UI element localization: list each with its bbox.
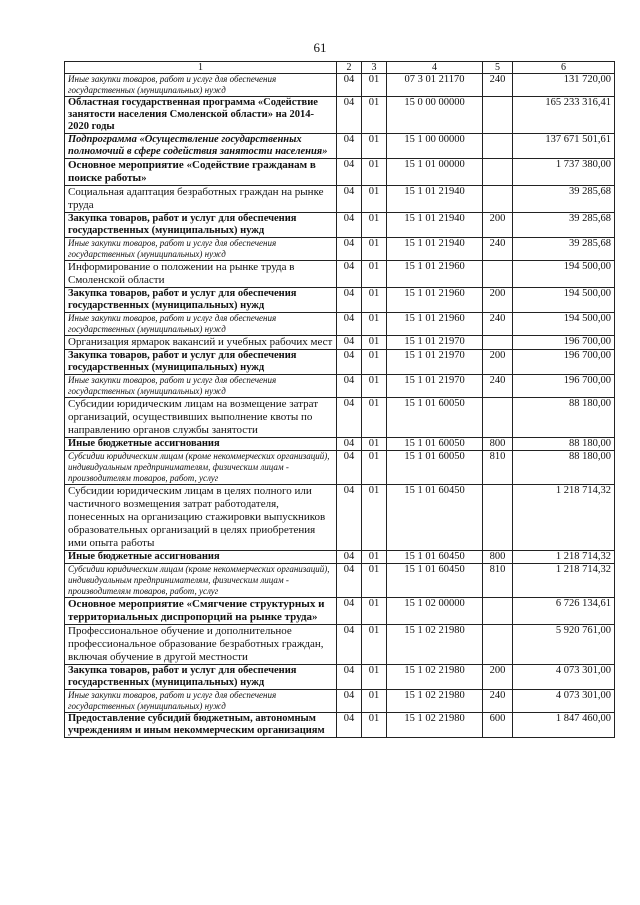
row-section-code: 04 xyxy=(337,186,362,213)
row-subsection-code: 01 xyxy=(362,451,387,485)
column-header-6: 6 xyxy=(513,62,615,74)
row-section-code: 04 xyxy=(337,551,362,564)
row-name: Предоставление субсидий бюджетным, автономным учреждениям и иным некоммерческим организациям xyxy=(65,713,337,738)
table-row xyxy=(65,451,615,485)
row-expense-type xyxy=(483,159,513,186)
row-amount: 194 500,00 xyxy=(513,261,615,288)
row-expense-type: 240 xyxy=(483,74,513,97)
row-subsection-code: 01 xyxy=(362,213,387,238)
row-expense-type xyxy=(483,134,513,159)
row-subsection-code: 01 xyxy=(362,485,387,551)
row-subsection-code: 01 xyxy=(362,74,387,97)
table-row xyxy=(65,134,615,159)
row-section-code: 04 xyxy=(337,336,362,350)
row-subsection-code: 01 xyxy=(362,336,387,350)
row-target-article: 15 1 01 60450 xyxy=(387,564,483,598)
row-section-code: 04 xyxy=(337,564,362,598)
row-target-article: 15 1 01 00000 xyxy=(387,159,483,186)
table-row xyxy=(65,438,615,451)
row-name: Иные бюджетные ассигнования xyxy=(65,438,337,451)
row-name: Иные бюджетные ассигнования xyxy=(65,551,337,564)
row-section-code: 04 xyxy=(337,159,362,186)
row-expense-type xyxy=(483,97,513,134)
row-name: Областная государственная программа «Содействие занятости населения Смоленской области» на 2014-2020 годы xyxy=(65,97,337,134)
row-section-code: 04 xyxy=(337,665,362,690)
row-name: Закупка товаров, работ и услуг для обеспечения государственных (муниципальных) нужд xyxy=(65,665,337,690)
row-name: Субсидии юридическим лицам в целях полного или частичного возмещения затрат работодателя, понесенных на организацию стажировки выпускников образовательных организаций в целях приобретения ими опыта работы xyxy=(65,485,337,551)
row-section-code: 04 xyxy=(337,238,362,261)
row-expense-type xyxy=(483,186,513,213)
row-amount: 88 180,00 xyxy=(513,398,615,438)
table-row xyxy=(65,238,615,261)
row-name: Основное мероприятие «Содействие гражданам в поиске работы» xyxy=(65,159,337,186)
table-row xyxy=(65,97,615,134)
row-section-code: 04 xyxy=(337,74,362,97)
row-name: Иные закупки товаров, работ и услуг для обеспечения государственных (муниципальных) нужд xyxy=(65,690,337,713)
table-row xyxy=(65,564,615,598)
table-row xyxy=(65,598,615,625)
row-subsection-code: 01 xyxy=(362,313,387,336)
column-header-5: 5 xyxy=(483,62,513,74)
column-header-1: 1 xyxy=(65,62,337,74)
row-subsection-code: 01 xyxy=(362,375,387,398)
row-name: Организация ярмарок вакансий и учебных рабочих мест xyxy=(65,336,337,350)
row-section-code: 04 xyxy=(337,398,362,438)
row-expense-type: 200 xyxy=(483,288,513,313)
row-amount: 6 726 134,61 xyxy=(513,598,615,625)
row-subsection-code: 01 xyxy=(362,159,387,186)
row-target-article: 15 1 01 21940 xyxy=(387,213,483,238)
row-amount: 39 285,68 xyxy=(513,186,615,213)
row-amount: 4 073 301,00 xyxy=(513,690,615,713)
row-expense-type: 240 xyxy=(483,313,513,336)
row-target-article: 07 3 01 21170 xyxy=(387,74,483,97)
row-amount: 196 700,00 xyxy=(513,350,615,375)
column-header-row xyxy=(65,62,615,74)
row-name: Иные закупки товаров, работ и услуг для обеспечения государственных (муниципальных) нужд xyxy=(65,238,337,261)
row-name: Закупка товаров, работ и услуг для обеспечения государственных (муниципальных) нужд xyxy=(65,213,337,238)
table-row xyxy=(65,186,615,213)
table-row xyxy=(65,485,615,551)
column-header-4: 4 xyxy=(387,62,483,74)
row-target-article: 15 1 01 60450 xyxy=(387,485,483,551)
row-expense-type xyxy=(483,261,513,288)
table-row xyxy=(65,74,615,97)
table-row xyxy=(65,398,615,438)
row-target-article: 15 0 00 00000 xyxy=(387,97,483,134)
table-row xyxy=(65,159,615,186)
row-amount: 39 285,68 xyxy=(513,213,615,238)
row-target-article: 15 1 01 21970 xyxy=(387,336,483,350)
row-expense-type: 240 xyxy=(483,375,513,398)
row-amount: 196 700,00 xyxy=(513,375,615,398)
row-amount: 131 720,00 xyxy=(513,74,615,97)
row-expense-type xyxy=(483,485,513,551)
row-subsection-code: 01 xyxy=(362,625,387,665)
row-expense-type: 240 xyxy=(483,690,513,713)
row-subsection-code: 01 xyxy=(362,288,387,313)
row-amount: 1 737 380,00 xyxy=(513,159,615,186)
row-subsection-code: 01 xyxy=(362,438,387,451)
table-row xyxy=(65,551,615,564)
row-target-article: 15 1 02 21980 xyxy=(387,713,483,738)
row-section-code: 04 xyxy=(337,598,362,625)
row-name: Информирование о положении на рынке труда в Смоленской области xyxy=(65,261,337,288)
row-target-article: 15 1 01 60050 xyxy=(387,451,483,485)
row-name: Социальная адаптация безработных граждан на рынке труда xyxy=(65,186,337,213)
table-row xyxy=(65,713,615,738)
row-subsection-code: 01 xyxy=(362,261,387,288)
row-subsection-code: 01 xyxy=(362,186,387,213)
row-target-article: 15 1 01 21960 xyxy=(387,261,483,288)
row-expense-type: 200 xyxy=(483,213,513,238)
row-name: Иные закупки товаров, работ и услуг для обеспечения государственных (муниципальных) нужд xyxy=(65,313,337,336)
row-section-code: 04 xyxy=(337,261,362,288)
row-target-article: 15 1 01 21940 xyxy=(387,186,483,213)
row-name: Субсидии юридическим лицам на возмещение затрат организаций, осуществивших выполнение квоты по направлению органов службы занятости xyxy=(65,398,337,438)
row-name: Основное мероприятие «Смягчение структурных и территориальных диспропорций на рынке труда» xyxy=(65,598,337,625)
table-row xyxy=(65,336,615,350)
row-amount: 1 218 714,32 xyxy=(513,551,615,564)
row-expense-type: 200 xyxy=(483,350,513,375)
row-expense-type xyxy=(483,625,513,665)
row-expense-type: 240 xyxy=(483,238,513,261)
table-row xyxy=(65,313,615,336)
row-subsection-code: 01 xyxy=(362,690,387,713)
row-subsection-code: 01 xyxy=(362,598,387,625)
row-name: Закупка товаров, работ и услуг для обеспечения государственных (муниципальных) нужд xyxy=(65,350,337,375)
row-subsection-code: 01 xyxy=(362,398,387,438)
row-target-article: 15 1 01 21960 xyxy=(387,313,483,336)
row-expense-type xyxy=(483,398,513,438)
row-target-article: 15 1 01 21960 xyxy=(387,288,483,313)
row-name: Субсидии юридическим лицам (кроме некоммерческих организаций), индивидуальным предпринимателям, физическим лицам - производителям товаров, работ, услуг xyxy=(65,451,337,485)
row-subsection-code: 01 xyxy=(362,665,387,690)
row-subsection-code: 01 xyxy=(362,238,387,261)
row-amount: 88 180,00 xyxy=(513,451,615,485)
table-row xyxy=(65,213,615,238)
table-row xyxy=(65,375,615,398)
row-section-code: 04 xyxy=(337,134,362,159)
row-amount: 1 218 714,32 xyxy=(513,485,615,551)
row-amount: 1 847 460,00 xyxy=(513,713,615,738)
table-row xyxy=(65,665,615,690)
row-amount: 196 700,00 xyxy=(513,336,615,350)
row-section-code: 04 xyxy=(337,690,362,713)
row-section-code: 04 xyxy=(337,213,362,238)
row-name: Профессиональное обучение и дополнительное профессиональное образование безработных граждан, включая обучение в другой местности xyxy=(65,625,337,665)
row-expense-type: 200 xyxy=(483,665,513,690)
row-amount: 39 285,68 xyxy=(513,238,615,261)
table-row xyxy=(65,288,615,313)
budget-table xyxy=(64,61,615,738)
row-target-article: 15 1 00 00000 xyxy=(387,134,483,159)
table-row xyxy=(65,625,615,665)
row-target-article: 15 1 02 21980 xyxy=(387,665,483,690)
column-header-2: 2 xyxy=(337,62,362,74)
row-target-article: 15 1 01 21970 xyxy=(387,350,483,375)
row-name: Иные закупки товаров, работ и услуг для обеспечения государственных (муниципальных) нужд xyxy=(65,375,337,398)
row-expense-type xyxy=(483,336,513,350)
column-header-3: 3 xyxy=(362,62,387,74)
row-section-code: 04 xyxy=(337,288,362,313)
row-section-code: 04 xyxy=(337,375,362,398)
page-number: 61 xyxy=(313,40,327,55)
row-target-article: 15 1 02 21980 xyxy=(387,690,483,713)
row-target-article: 15 1 02 21980 xyxy=(387,625,483,665)
row-target-article: 15 1 02 00000 xyxy=(387,598,483,625)
row-target-article: 15 1 01 21940 xyxy=(387,238,483,261)
budget-table-body xyxy=(65,62,615,738)
row-target-article: 15 1 01 21970 xyxy=(387,375,483,398)
row-name: Субсидии юридическим лицам (кроме некоммерческих организаций), индивидуальным предпринимателям, физическим лицам - производителям товаров, работ, услуг xyxy=(65,564,337,598)
row-section-code: 04 xyxy=(337,438,362,451)
row-target-article: 15 1 01 60450 xyxy=(387,551,483,564)
row-section-code: 04 xyxy=(337,451,362,485)
row-expense-type: 810 xyxy=(483,564,513,598)
row-section-code: 04 xyxy=(337,713,362,738)
row-section-code: 04 xyxy=(337,625,362,665)
row-amount: 88 180,00 xyxy=(513,438,615,451)
row-subsection-code: 01 xyxy=(362,134,387,159)
row-expense-type: 810 xyxy=(483,451,513,485)
row-expense-type: 600 xyxy=(483,713,513,738)
row-target-article: 15 1 01 60050 xyxy=(387,438,483,451)
row-name: Иные закупки товаров, работ и услуг для обеспечения государственных (муниципальных) нужд xyxy=(65,74,337,97)
row-subsection-code: 01 xyxy=(362,97,387,134)
row-expense-type xyxy=(483,598,513,625)
row-section-code: 04 xyxy=(337,485,362,551)
row-amount: 5 920 761,00 xyxy=(513,625,615,665)
row-amount: 1 218 714,32 xyxy=(513,564,615,598)
row-amount: 4 073 301,00 xyxy=(513,665,615,690)
row-amount: 165 233 316,41 xyxy=(513,97,615,134)
row-section-code: 04 xyxy=(337,313,362,336)
row-subsection-code: 01 xyxy=(362,713,387,738)
row-target-article: 15 1 01 60050 xyxy=(387,398,483,438)
row-name: Подпрограмма «Осуществление государственных полномочий в сфере содействия занятости населения» xyxy=(65,134,337,159)
row-amount: 194 500,00 xyxy=(513,288,615,313)
table-row xyxy=(65,350,615,375)
row-subsection-code: 01 xyxy=(362,564,387,598)
row-section-code: 04 xyxy=(337,350,362,375)
row-subsection-code: 01 xyxy=(362,551,387,564)
row-amount: 137 671 501,61 xyxy=(513,134,615,159)
row-amount: 194 500,00 xyxy=(513,313,615,336)
row-name: Закупка товаров, работ и услуг для обеспечения государственных (муниципальных) нужд xyxy=(65,288,337,313)
table-row xyxy=(65,690,615,713)
row-subsection-code: 01 xyxy=(362,350,387,375)
table-row xyxy=(65,261,615,288)
row-section-code: 04 xyxy=(337,97,362,134)
row-expense-type: 800 xyxy=(483,551,513,564)
row-expense-type: 800 xyxy=(483,438,513,451)
